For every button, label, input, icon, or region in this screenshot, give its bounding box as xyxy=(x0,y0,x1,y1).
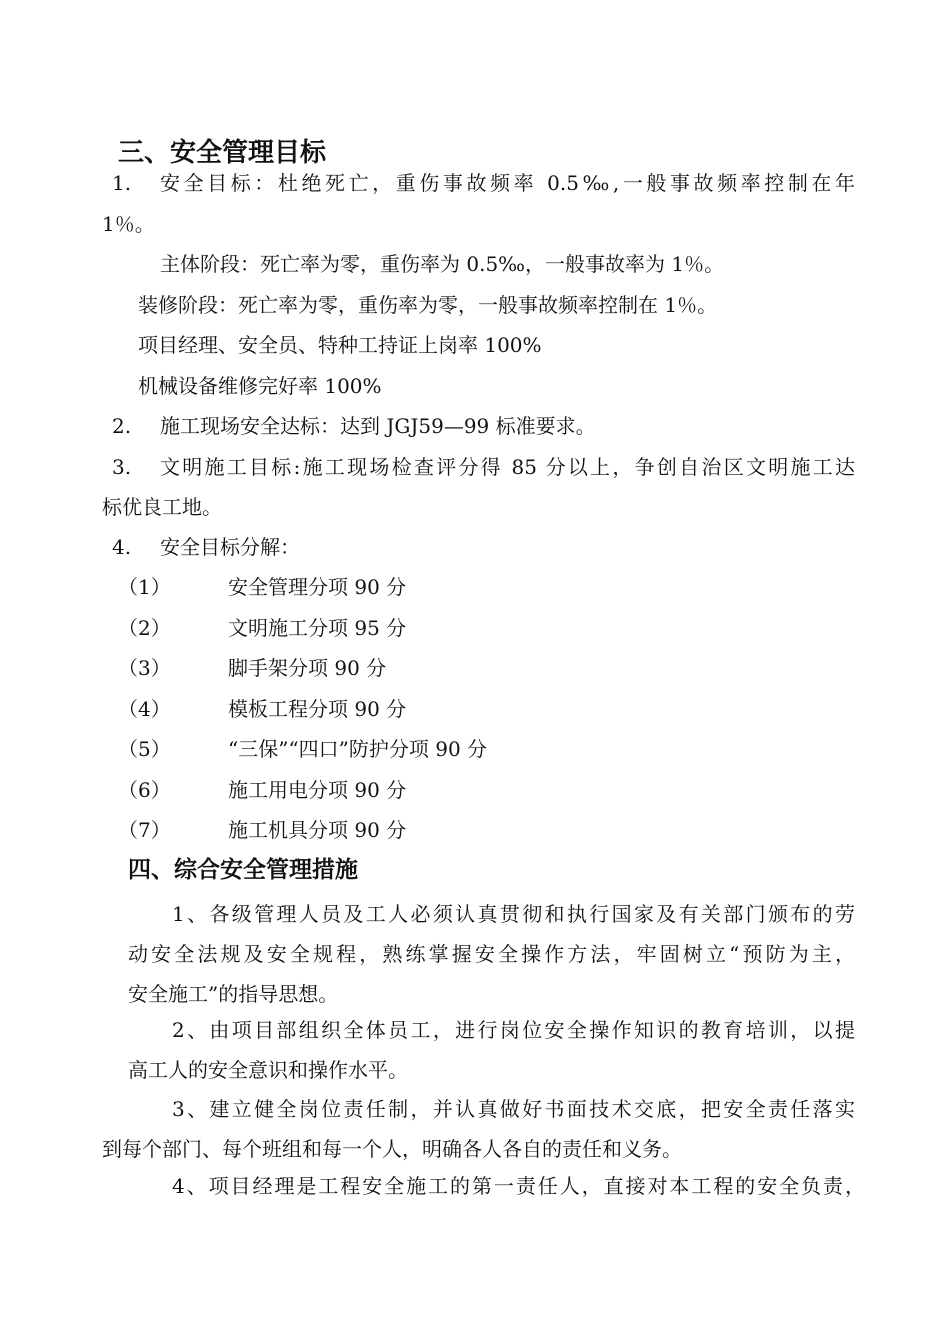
list-item-text: “三保”“四口”防护分项 90 分 xyxy=(228,737,488,761)
goal-4-number: 4. xyxy=(112,535,132,559)
stage-main-text: 主体阶段：死亡率为零，重伤率为 0.5‰，一般事故率为 1％。 xyxy=(160,252,725,276)
paragraph-2-line-2: 高工人的安全意识和操作水平。 xyxy=(128,1058,408,1082)
goal-3-line-2: 标优良工地。 xyxy=(102,495,222,519)
goal-4-text: 安全目标分解： xyxy=(160,535,300,559)
section-3-heading: 三、安全管理目标 xyxy=(118,138,327,168)
goal-1-line-2: 1％。 xyxy=(102,212,155,236)
goal-3-number: 3. xyxy=(112,455,132,479)
list-item-number: （1） xyxy=(118,575,171,599)
goal-3-line-1: 文明施工目标:施工现场检查评分得 85 分以上，争创自治区文明施工达 xyxy=(160,455,855,479)
paragraph-3-line-2: 到每个部门、每个班组和每一个人，明确各人各自的责任和义务。 xyxy=(102,1137,682,1161)
certification-rate-text: 项目经理、安全员、特种工持证上岗率 100% xyxy=(138,333,542,357)
list-item-text: 模板工程分项 90 分 xyxy=(228,697,407,721)
goal-2-number: 2. xyxy=(112,414,132,438)
paragraph-1-line-3: 安全施工”的指导思想。 xyxy=(128,982,339,1006)
paragraph-2-line-1: 2、由项目部组织全体员工，进行岗位安全操作知识的教育培训，以提 xyxy=(172,1018,855,1042)
list-item-text: 施工用电分项 90 分 xyxy=(228,778,407,802)
list-item-number: （2） xyxy=(118,616,171,640)
equipment-rate-text: 机械设备维修完好率 100% xyxy=(138,374,382,398)
list-item-number: （3） xyxy=(118,656,171,680)
paragraph-1-line-1: 1、各级管理人员及工人必须认真贯彻和执行国家及有关部门颁布的劳 xyxy=(172,902,855,926)
goal-1-line-1: 安全目标：杜绝死亡，重伤事故频率 0.5‰,一般事故频率控制在年 xyxy=(160,171,855,195)
paragraph-4-line-1: 4、项目经理是工程安全施工的第一责任人，直接对本工程的安全负责， xyxy=(172,1174,865,1198)
goal-1-number: 1. xyxy=(112,171,132,195)
stage-decoration-text: 装修阶段：死亡率为零，重伤率为零，一般事故频率控制在 1％。 xyxy=(138,293,718,317)
list-item-text: 脚手架分项 90 分 xyxy=(228,656,387,680)
paragraph-1-line-2: 动安全法规及安全规程，熟练掌握安全操作方法，牢固树立“预防为主， xyxy=(128,942,855,966)
list-item-number: （4） xyxy=(118,697,171,721)
list-item-number: （6） xyxy=(118,778,171,802)
goal-2-text: 施工现场安全达标：达到 JGJ59—99 标准要求。 xyxy=(160,414,596,438)
list-item-text: 施工机具分项 90 分 xyxy=(228,818,407,842)
list-item-text: 安全管理分项 90 分 xyxy=(228,575,407,599)
paragraph-3-line-1: 3、建立健全岗位责任制，并认真做好书面技术交底，把安全责任落实 xyxy=(172,1097,855,1121)
section-4-heading: 四、综合安全管理措施 xyxy=(128,857,358,883)
list-item-number: （5） xyxy=(118,737,171,761)
list-item-text: 文明施工分项 95 分 xyxy=(228,616,407,640)
list-item-number: （7） xyxy=(118,818,171,842)
